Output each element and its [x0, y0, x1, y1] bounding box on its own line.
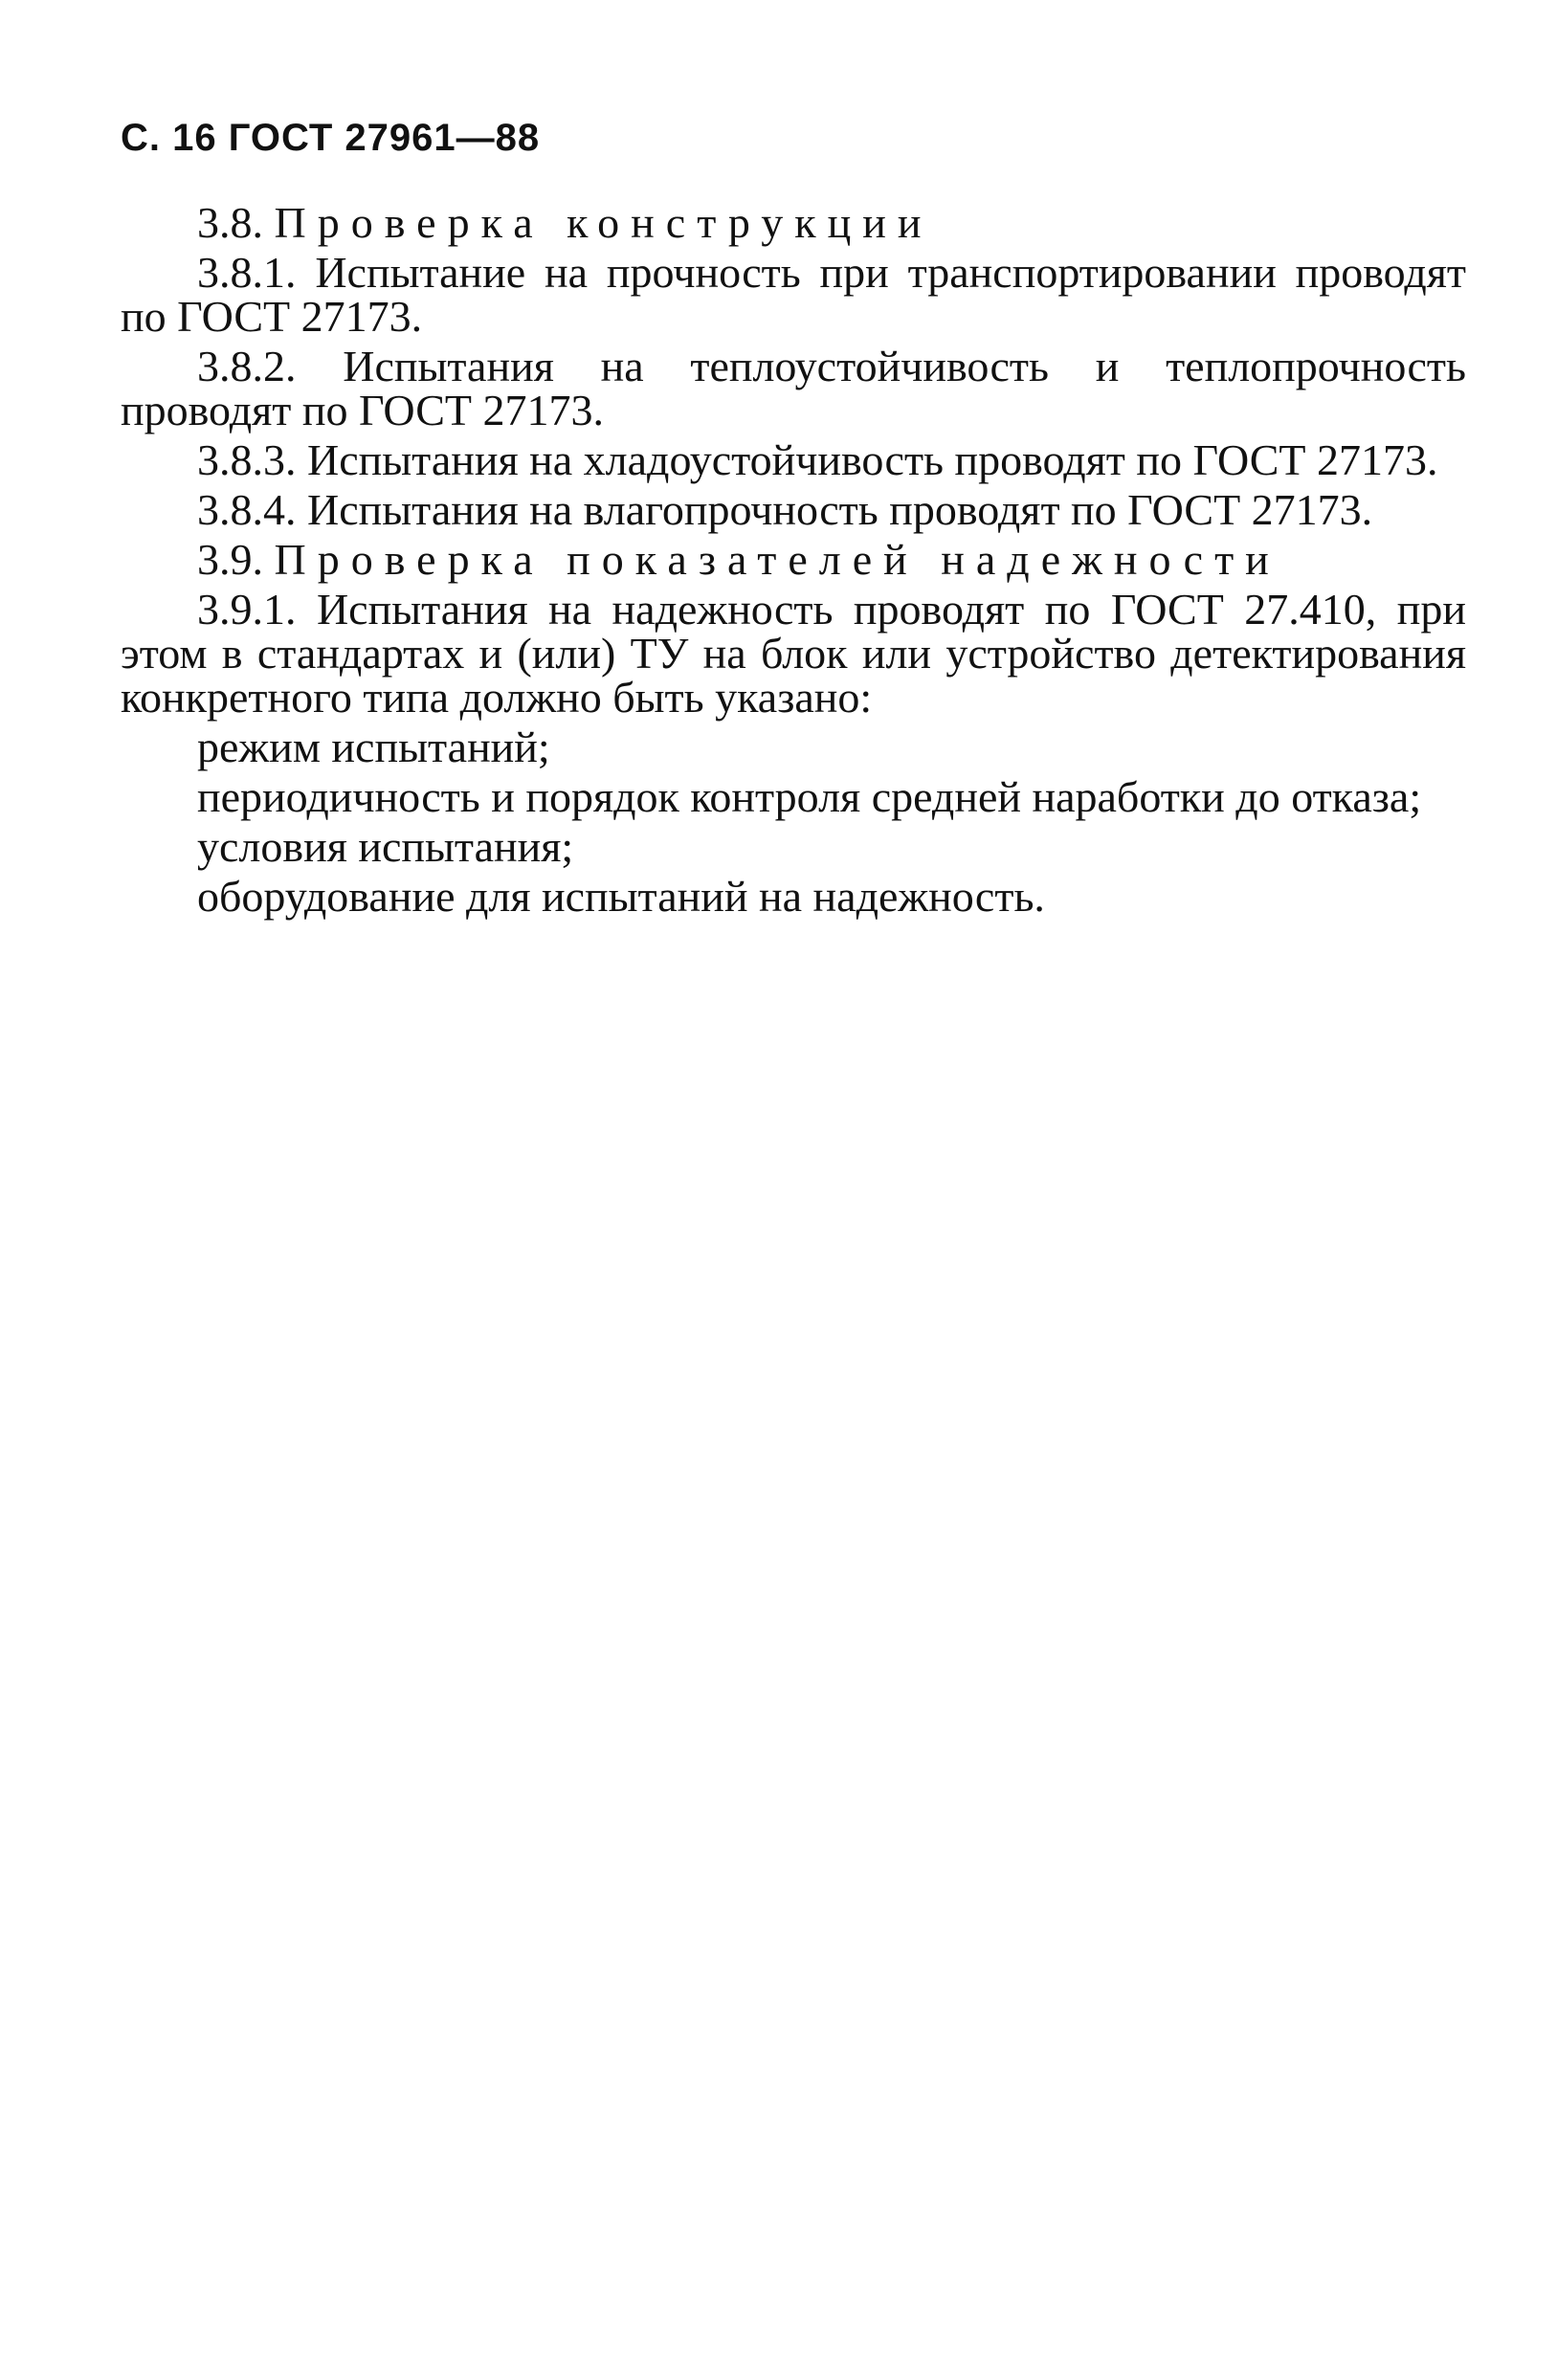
page-header: С. 16 ГОСТ 27961—88 — [121, 117, 541, 159]
section-number: 3.9. — [197, 535, 263, 584]
section-title: Проверка конструкции — [274, 198, 933, 247]
paragraph-3-8-1: 3.8.1. Испытание на прочность при транспортировании проводят по ГОСТ 27173. — [121, 248, 1466, 341]
paragraph-3-8-3: 3.8.3. Испытания на хладоустойчивость проводят по ГОСТ 27173. — [197, 435, 1438, 484]
section-title: Проверка показателей надежности — [274, 535, 1280, 584]
section-heading-3-9 — [121, 535, 1466, 584]
section-heading-3-8 — [121, 198, 1466, 247]
paragraph-3-9-1: 3.9.1. Испытания на надежность проводят по ГОСТ 27.410, при этом в стандартах и (или) ТУ на блок или устройство детектирования конкретного типа должно быть указано: — [121, 585, 1466, 722]
list-item: периодичность и порядок контроля средней наработки до отказа; — [197, 772, 1422, 821]
list-item: режим испытаний; — [197, 723, 550, 771]
list-item: оборудование для испытаний на надежность. — [197, 872, 1045, 921]
list-item: условия испытания; — [197, 822, 574, 871]
section-number: 3.8. — [197, 198, 263, 247]
document-body — [121, 198, 1466, 924]
paragraph-3-8-2: 3.8.2. Испытания на теплоустойчивость и теплопрочность проводят по ГОСТ 27173. — [121, 342, 1466, 434]
paragraph-3-8-4: 3.8.4. Испытания на влагопрочность проводят по ГОСТ 27173. — [197, 485, 1373, 534]
